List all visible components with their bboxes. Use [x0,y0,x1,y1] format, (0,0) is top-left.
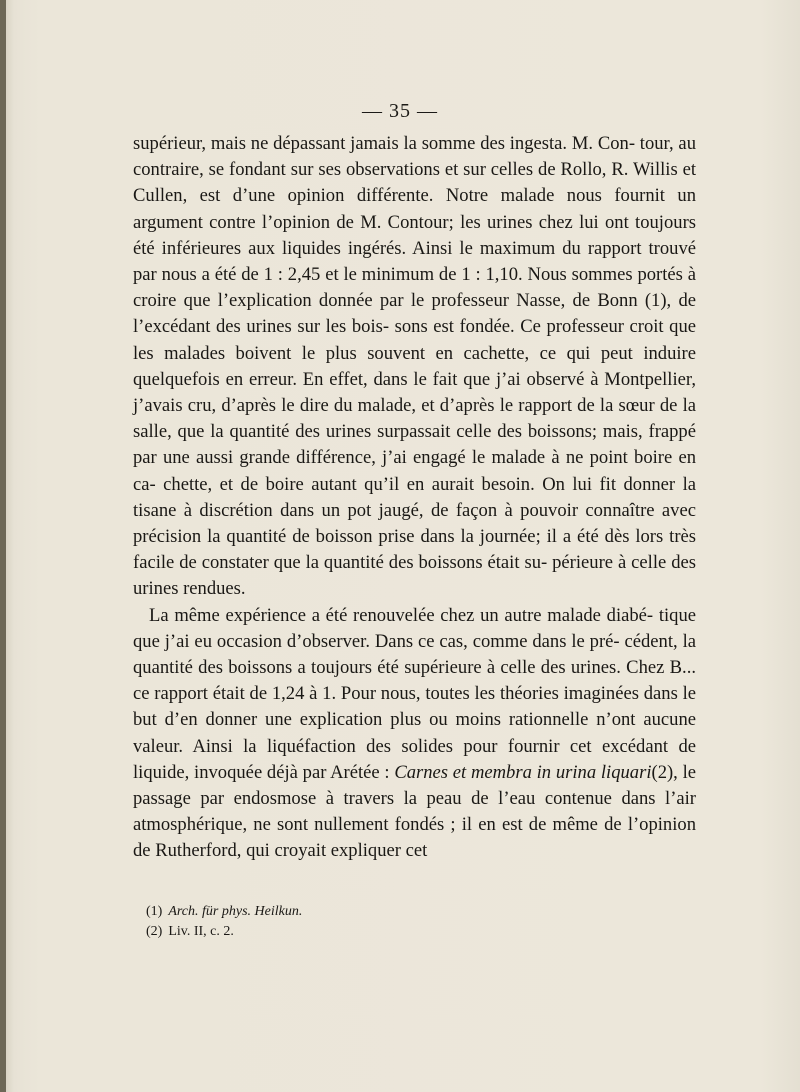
footnote-1-text: Arch. für phys. Heilkun. [168,904,303,919]
page-number: — 35 — [362,100,438,122]
body-text [133,131,696,865]
paragraph-1: supérieur, mais ne dépassant jamais la somme des ingesta. M. Con- tour, au contraire, se fondant sur ses observations et sur celles de Rollo, R. Willis et Cullen, est d’une opinion différente. Notre malade nous fournit un argument contre l’opinion de M. Contour; les urines chez lui ont toujours été inférieures aux liquides ingérés. Ainsi le maximum du rapport trouvé par nous a été de 1 : 2,45 et le minimum de 1 : 1,10. Nous sommes portés à croire que l’explication donnée par le professeur Nasse, de Bonn (1), de l’excédant des urines sur les bois- sons est fondée. Ce professeur croit que les malades boivent le plus souvent en cachette, ce qui peut induire quelquefois en erreur. En effet, dans le fait que j’ai observé à Montpellier, j’avais cru, d’après le dire du malade, et d’après le rapport de la sœur de la salle, que la quantité des urines surpassait celle des boissons; mais, frappé par une aussi grande différence, j’ai engagé le malade à ne point boire en ca- chette, et de boire autant qu’il en aurait besoin. On lui fit donner la tisane à discrétion dans un pot jaugé, de façon à pouvoir connaître avec précision la quantité de boisson prise dans la journée; il a été dès lors très facile de constater que la quantité des boissons était su- périeure à celle des urines rendues. [133,133,696,600]
footnote-2-text: Liv. II, c. 2. [168,924,234,939]
footnotes [146,902,686,942]
book-spine-edge [0,0,6,1092]
paragraph-2-italic-quote: Carnes et membra in urina liquari [394,761,652,783]
paragraph-2-text-after-italic: (2), le passage par endosmose à travers la peau de l’eau contenue dans l’air atmosphérique, ne sont nullement fondés ; il en est de même de l’opinion de Rutherford, qui croyait expliquer cet [133,761,696,862]
footnote-1-ref: (1) [146,904,163,919]
paragraph-2 [133,603,696,865]
footnote-2-ref: (2) [146,924,163,939]
paragraph-2-text-before-italic: La même expérience a été renouvelée chez un autre malade diabé- tique que j’ai eu occasion d’observer. Dans ce cas, comme dans le pré- cédent, la quantité des boissons a toujours été supérieure à celle des urines. Chez B... ce rapport était de 1,24 à 1. Pour nous, toutes les théories imaginées dans le but d’en donner une explication plus ou moins rationnelle n’ont aucune valeur. Ainsi la liquéfaction des solides pour fournir cet excédant de liquide, invoquée déjà par Arétée : [133,604,696,783]
footnote-2 [146,922,686,942]
footnote-1 [146,902,686,922]
